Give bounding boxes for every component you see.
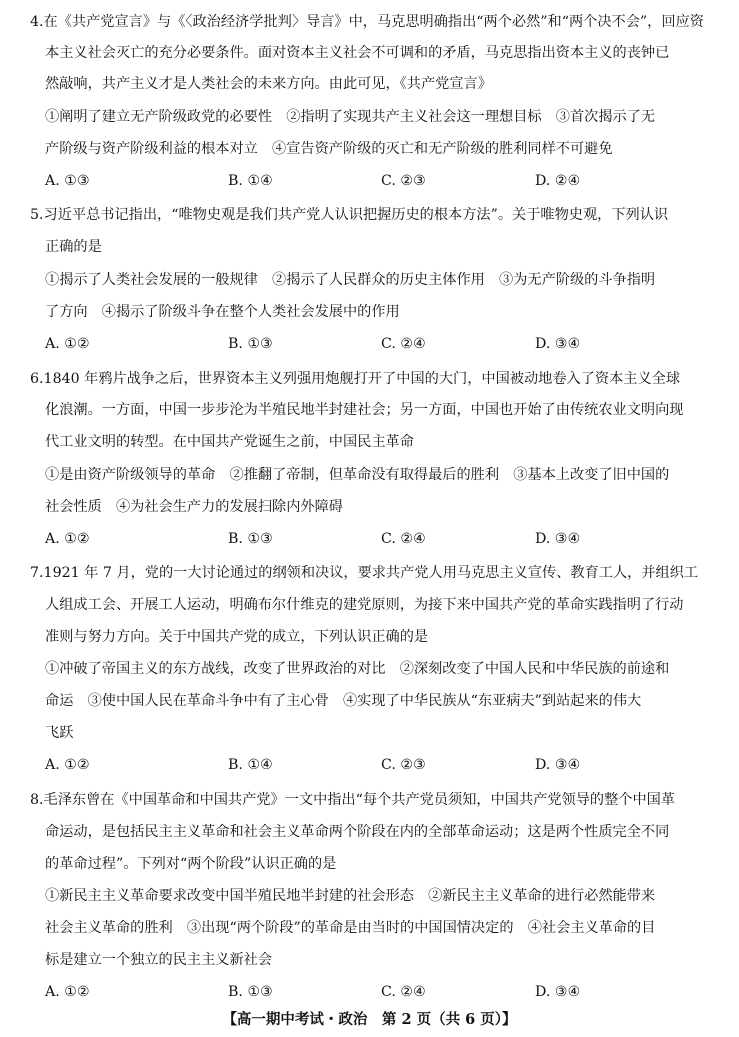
question-stem-line: 化浪潮。一方面，中国一步步沦为半殖民地半封建社会；另一方面，中国也开始了由传统农业文明向现: [45, 402, 684, 418]
question-stem-line: 命运动，是包括民主主义革命和社会主义革命两个阶段在内的全部革命运动；这是两个性质完全不同: [45, 824, 670, 840]
question-stem-line: 准则与努力方向。关于中国共产党的成立，下列认识正确的是: [45, 629, 429, 645]
answer-options: [45, 529, 695, 549]
option-a: A. ①②: [45, 757, 90, 773]
choice-statement-line: 了方向 ④揭示了阶级斗争在整个人类社会发展中的作用: [45, 304, 400, 320]
option-d: D. ③④: [535, 757, 581, 773]
option-c: C. ②③: [381, 173, 426, 189]
option-b: B. ①④: [228, 173, 273, 189]
option-a: A. ①②: [45, 531, 90, 547]
option-d: D. ②④: [535, 173, 581, 189]
choice-statement-line: ①冲破了帝国主义的东方战线，改变了世界政治的对比 ②深刻改变了中国人民和中华民族的前途和: [45, 661, 670, 677]
answer-options: [45, 334, 695, 354]
choice-statement-line: ①新民主主义革命要求改变中国半殖民地半封建的社会形态 ②新民主主义革命的进行必然能带来: [45, 888, 656, 904]
question-stem-line: 4.在《共产党宣言》与《〈政治经济学批判〉导言》中，马克思明确指出“两个必然”和“两个决不会”，回应资: [30, 14, 704, 30]
option-b: B. ①③: [228, 336, 273, 352]
question-stem-line: 6.1840 年鸦片战争之后，世界资本主义列强用炮舰打开了中国的大门，中国被动地卷入了资本主义全球: [30, 371, 681, 387]
question-stem-line: 5.习近平总书记指出，“唯物史观是我们共产党人认识把握历史的根本方法”。关于唯物史观，下列认识: [30, 207, 669, 223]
option-b: B. ①③: [228, 531, 273, 547]
choice-statement-line: ①揭示了人类社会发展的一般规律 ②揭示了人民群众的历史主体作用 ③为无产阶级的斗争指明: [45, 272, 656, 288]
question-stem-line: 正确的是: [45, 239, 102, 255]
question-stem-line: 7.1921 年 7 月，党的一大讨论通过的纲领和决议，要求共产党人用马克思主义宣传、教育工人，并组织工: [30, 565, 699, 581]
choice-statement-line: ①阐明了建立无产阶级政党的必要性 ②指明了实现共产主义社会这一理想目标 ③首次揭示了无: [45, 109, 656, 125]
option-c: C. ②③: [381, 757, 426, 773]
option-b: B. ①③: [228, 984, 273, 1000]
option-a: A. ①③: [45, 173, 90, 189]
choice-statement-line: 标是建立一个独立的民主主义新社会: [45, 952, 273, 968]
question-stem-line: 8.毛泽东曾在《中国革命和中国共产党》一文中指出“每个共产党员须知，中国共产党领导的整个中国革: [30, 792, 676, 808]
choice-statement-line: ①是由资产阶级领导的革命 ②推翻了帝制，但革命没有取得最后的胜利 ③基本上改变了旧中国的: [45, 467, 670, 483]
choice-statement-line: 社会性质 ④为社会生产力的发展扫除内外障碍: [45, 499, 343, 515]
question-stem-line: 的革命过程”。下列对“两个阶段”认识正确的是: [45, 856, 337, 872]
answer-options: [45, 982, 695, 1002]
answer-options: [45, 171, 695, 191]
question-stem-line: 代工业文明的转型。在中国共产党诞生之前，中国民主革命: [45, 434, 414, 450]
option-c: C. ②④: [381, 531, 426, 547]
question-stem-line: 本主义社会灭亡的充分必要条件。面对资本主义社会不可调和的矛盾，马克思指出资本主义的丧钟已: [45, 45, 670, 61]
choice-statement-line: 产阶级与资产阶级利益的根本对立 ④宣告资产阶级的灭亡和无产阶级的胜利同样不可避免: [45, 141, 613, 157]
option-c: C. ②④: [381, 984, 426, 1000]
option-b: B. ①④: [228, 757, 273, 773]
option-c: C. ②④: [381, 336, 426, 352]
page-footer: 【高一期中考试・政治 第 2 页（共 6 页）】: [222, 1011, 517, 1028]
option-d: D. ③④: [535, 531, 581, 547]
choice-statement-line: 命运 ③使中国人民在革命斗争中有了主心骨 ④实现了中华民族从“东亚病夫”到站起来的伟大: [45, 693, 642, 709]
question-stem-line: 人组成工会、开展工人运动，明确布尔什维克的建党原则，为接下来中国共产党的革命实践指明了行动: [45, 597, 684, 613]
option-a: A. ①②: [45, 984, 90, 1000]
choice-statement-line: 社会主义革命的胜利 ③出现“两个阶段”的革命是由当时的中国国情决定的 ④社会主义革命的目: [45, 920, 656, 936]
choice-statement-line: 飞跃: [45, 725, 74, 741]
option-d: D. ③④: [535, 336, 581, 352]
option-d: D. ③④: [535, 984, 581, 1000]
question-stem-line: 然敲响，共产主义才是人类社会的未来方向。由此可见，《共产党宣言》: [45, 76, 492, 92]
answer-options: [45, 755, 695, 775]
option-a: A. ①②: [45, 336, 90, 352]
